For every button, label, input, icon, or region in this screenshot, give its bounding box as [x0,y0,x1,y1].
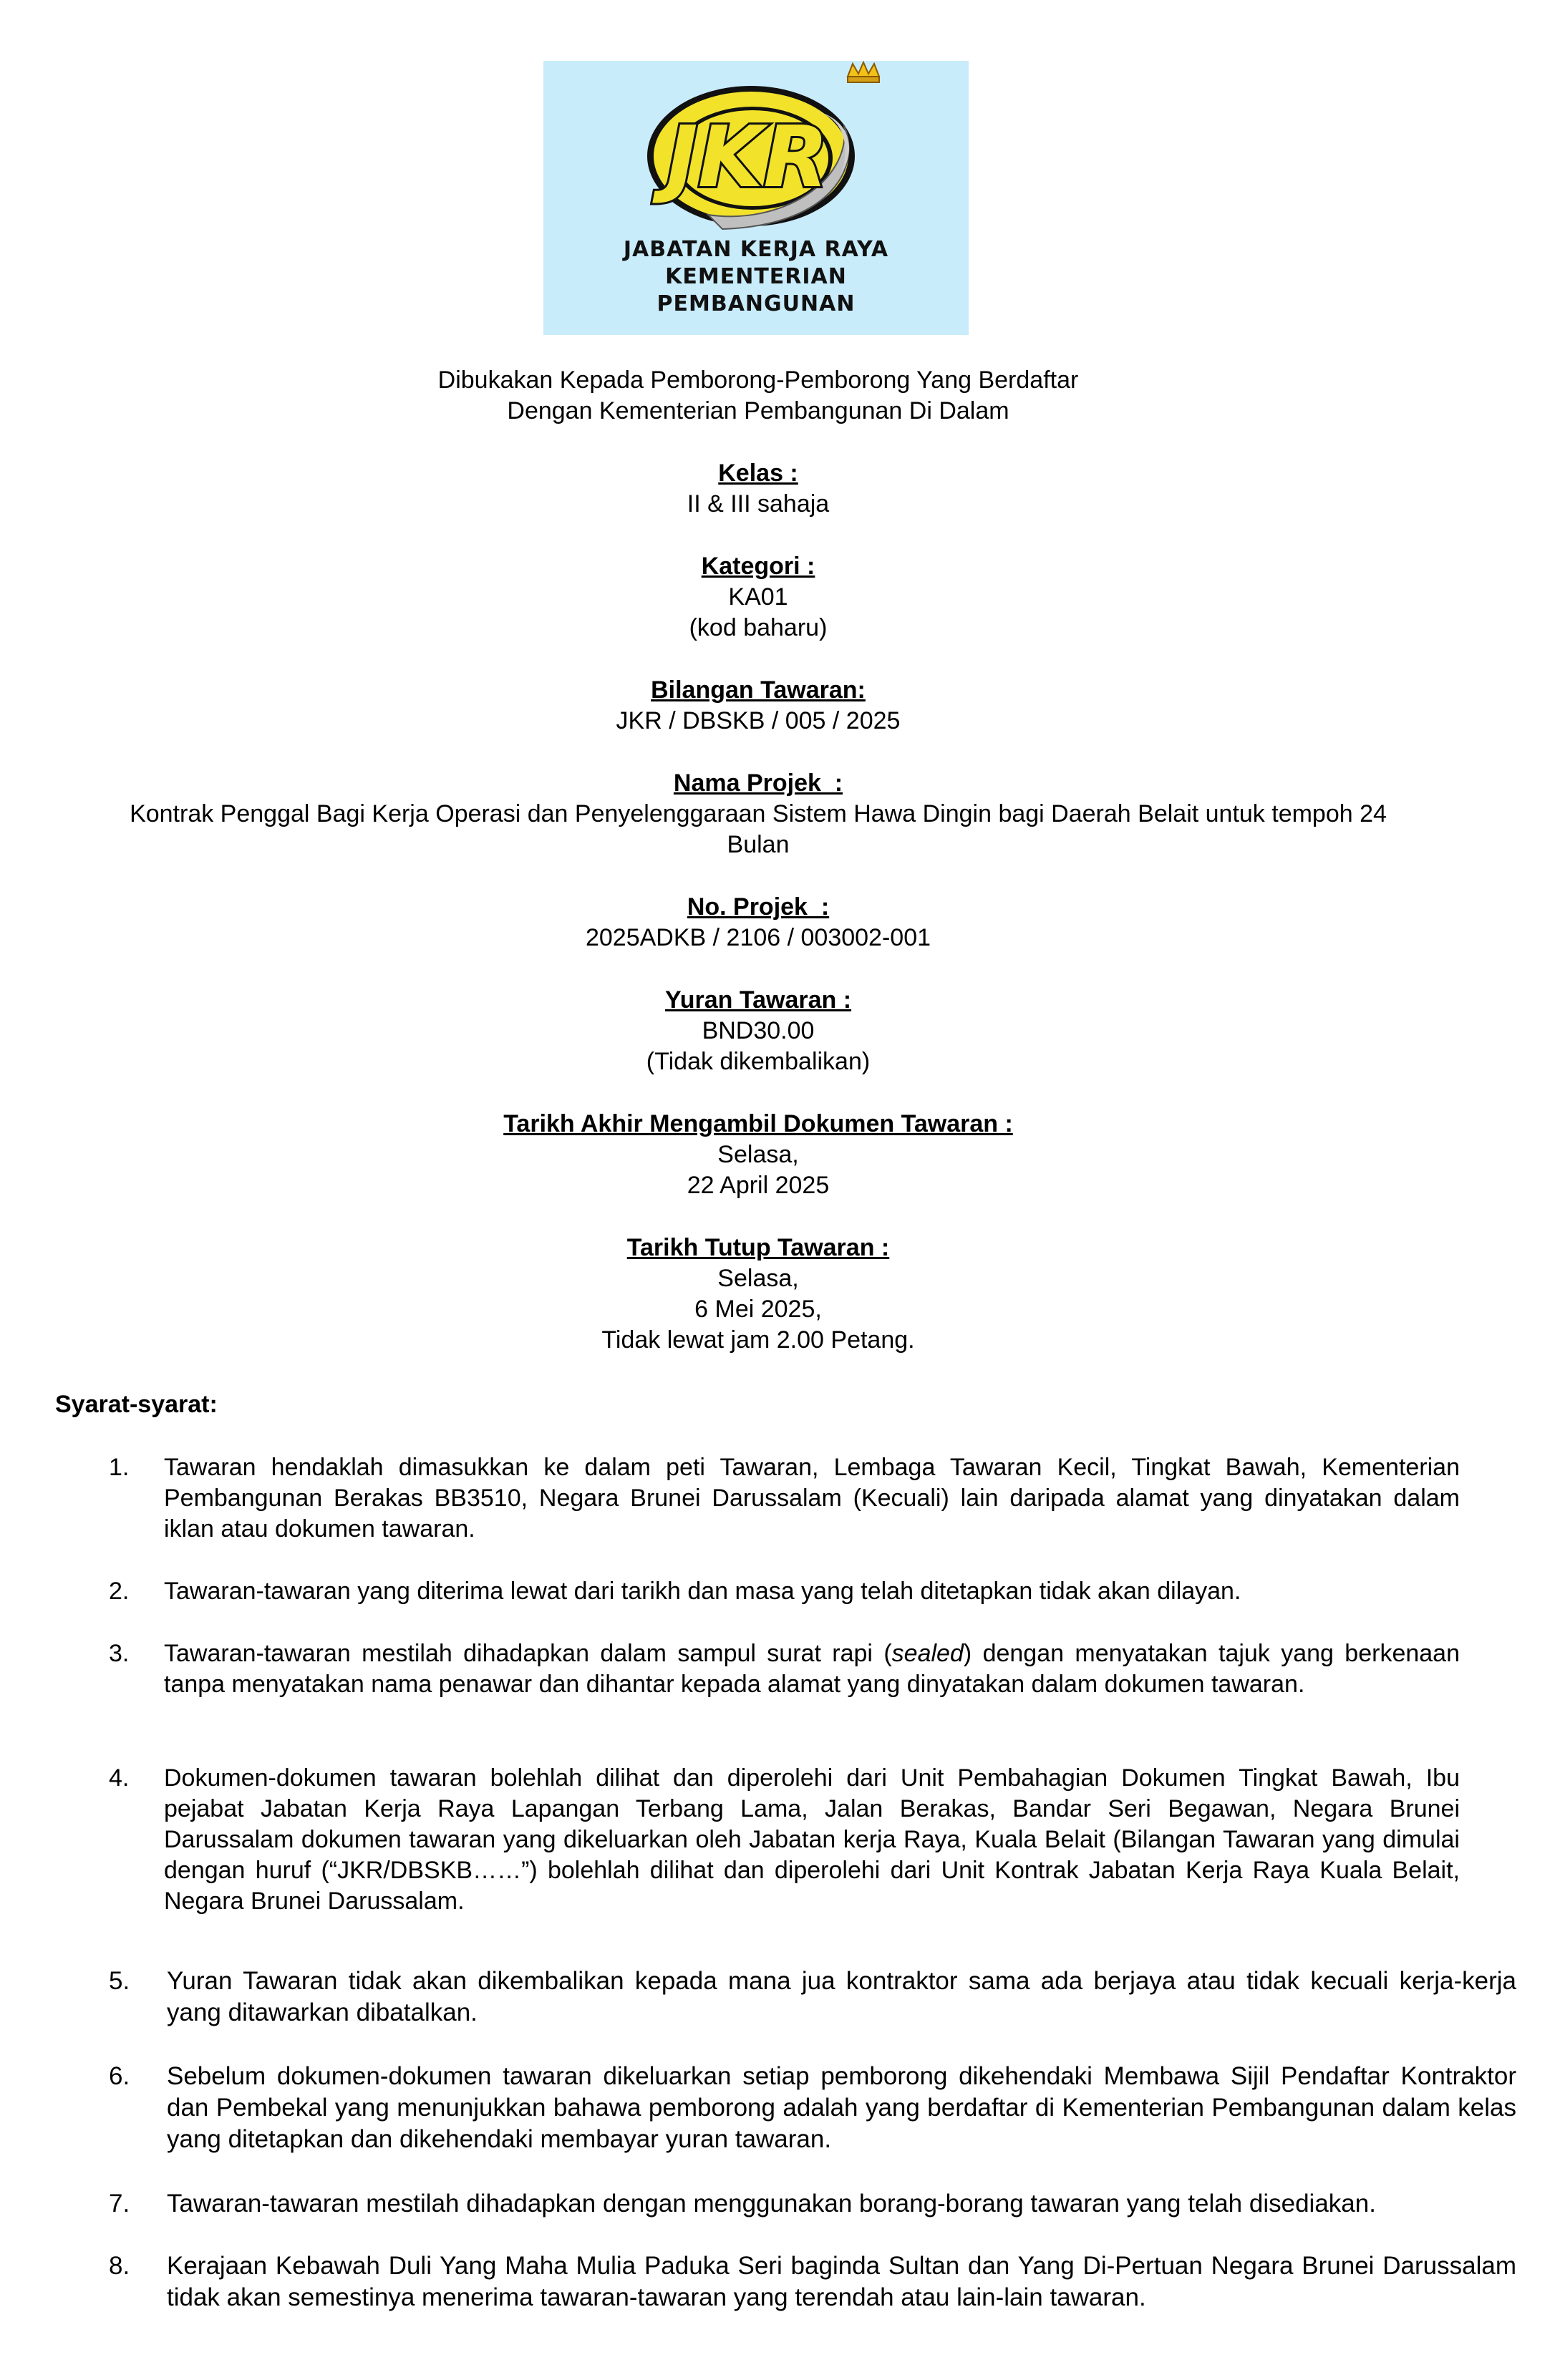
yuran-heading: Yuran Tawaran : [664,986,852,1014]
tarikh-tutup-section [0,1233,1516,1356]
bilangan-heading: Bilangan Tawaran: [651,676,866,704]
condition-text: Yuran Tawaran tidak akan dikembalikan kepada mana jua kontraktor sama ada berjaya atau tidak kecuali kerja-kerja yang ditawarkan dibatalkan. [167,1967,1516,2026]
intro-line-2: Dengan Kementerian Pembangunan Di Dalam [507,397,1009,424]
condition-text-before: Tawaran-tawaran mestilah dihadapkan dalam sampul surat rapi ( [164,1640,892,1667]
condition-text [164,1638,1460,1700]
tarikh-akhir-section [0,1109,1516,1201]
condition-number: 1. [109,1454,130,1481]
logo-line-2: KEMENTERIAN [665,264,847,289]
crown-icon [848,62,879,82]
tarikh-akhir-day: Selasa, [717,1141,799,1168]
no-projek-heading: No. Projek : [687,893,830,921]
kategori-note: (kod baharu) [689,614,828,641]
nama-projek-line-2: Bulan [727,831,790,858]
condition-number: 4. [109,1764,130,1792]
condition-number: 8. [109,2252,130,2280]
logo-line-1: JABATAN KERJA RAYA [623,237,889,262]
condition-text: Sebelum dokumen-dokumen tawaran dikeluarkan setiap pemborong dikehendaki Membawa Sijil Pendaftar Kontraktor dan Pembekal yang menunjukkan bahawa pemborong adalah yang berdaftar di Kementerian Pembangunan dalam kelas yang ditetapkan dan dikehendaki membayar yuran tawaran. [167,2062,1516,2153]
condition-text: Tawaran-tawaran yang diterima lewat dari tarikh dan masa yang telah ditetapkan tidak akan dilayan. [164,1578,1241,1605]
bilangan-section [0,675,1516,737]
tarikh-akhir-date: 22 April 2025 [687,1172,830,1199]
kategori-section [0,551,1516,643]
kategori-value: KA01 [728,583,788,611]
condition-text-after: ) dengan menyatakan tajuk yang berkenaan tanpa menyatakan nama penawar dan dihantar kepada alamat yang dinyatakan dalam dokumen tawaran. [164,1640,1460,1698]
condition-number: 2. [109,1578,130,1605]
nama-projek-line-1: Kontrak Penggal Bagi Kerja Operasi dan Penyelenggaraan Sistem Hawa Dingin bagi Daerah Belait untuk tempoh 24 [130,800,1387,827]
tarikh-tutup-day: Selasa, [717,1265,799,1292]
condition-number: 3. [109,1640,130,1667]
condition-text: Tawaran hendaklah dimasukkan ke dalam peti Tawaran, Lembaga Tawaran Kecil, Tingkat Bawah, Kementerian Pembangunan Berakas BB3510, Negara Brunei Darussalam (Kecuali) lain daripada alamat yang dinyatakan dalam iklan atau dokumen tawaran. [164,1454,1460,1543]
kategori-heading: Kategori : [701,553,815,580]
condition-text: Kerajaan Kebawah Duli Yang Maha Mulia Paduka Seri baginda Sultan dan Yang Di-Pertuan Negara Brunei Darussalam tidak akan semestinya menerima tawaran-tawaran yang terendah atau lain-lain tawaran. [167,2252,1516,2311]
no-projek-value: 2025ADKB / 2106 / 003002-001 [585,924,931,951]
intro-line-1: Dibukakan Kepada Pemborong-Pemborong Yang Berdaftar [437,366,1079,394]
tarikh-akhir-heading: Tarikh Akhir Mengambil Dokumen Tawaran : [503,1110,1013,1137]
logo-line-3: PEMBANGUNAN [657,291,856,316]
kelas-heading: Kelas : [718,460,798,487]
bilangan-value: JKR / DBSKB / 005 / 2025 [616,707,901,734]
tarikh-tutup-date: 6 Mei 2025, [694,1296,822,1323]
syarat-title: Syarat-syarat: [55,1391,218,1418]
jkr-emblem-text: JKR [666,107,829,206]
nama-projek-section [0,768,1516,860]
yuran-value: BND30.00 [702,1017,815,1044]
intro-block [0,365,1516,427]
kelas-value: II & III sahaja [687,490,830,518]
condition-number: 5. [109,1967,130,1995]
yuran-section [0,985,1516,1077]
condition-text-italic: sealed [891,1640,964,1667]
no-projek-section [0,892,1516,953]
tarikh-tutup-heading: Tarikh Tutup Tawaran : [626,1234,890,1261]
kelas-section [0,458,1516,520]
condition-text: Dokumen-dokumen tawaran bolehlah dilihat dan diperolehi dari Unit Pembahagian Dokumen Tingkat Bawah, Ibu pejabat Jabatan Kerja Raya Lapangan Terbang Lama, Jalan Berakas, Bandar Seri Begawan, Negara Brunei Darussalam dokumen tawaran yang dikeluarkan oleh Jabatan kerja Raya, Kuala Belait (Bilangan Tawaran yang dimulai dengan huruf (“JKR/DBSKB……”) bolehlah dilihat dan diperolehi dari Unit Kontrak Jabatan Kerja Raya Kuala Belait, Negara Brunei Darussalam. [164,1764,1460,1915]
condition-number: 6. [109,2062,130,2090]
nama-projek-heading: Nama Projek : [673,769,843,797]
condition-number: 7. [109,2190,130,2218]
condition-text: Tawaran-tawaran mestilah dihadapkan dengan menggunakan borang-borang tawaran yang telah disediakan. [167,2190,1376,2218]
jkr-logo [543,61,969,335]
yuran-note: (Tidak dikembalikan) [646,1048,871,1075]
tarikh-tutup-time: Tidak lewat jam 2.00 Petang. [601,1326,915,1354]
